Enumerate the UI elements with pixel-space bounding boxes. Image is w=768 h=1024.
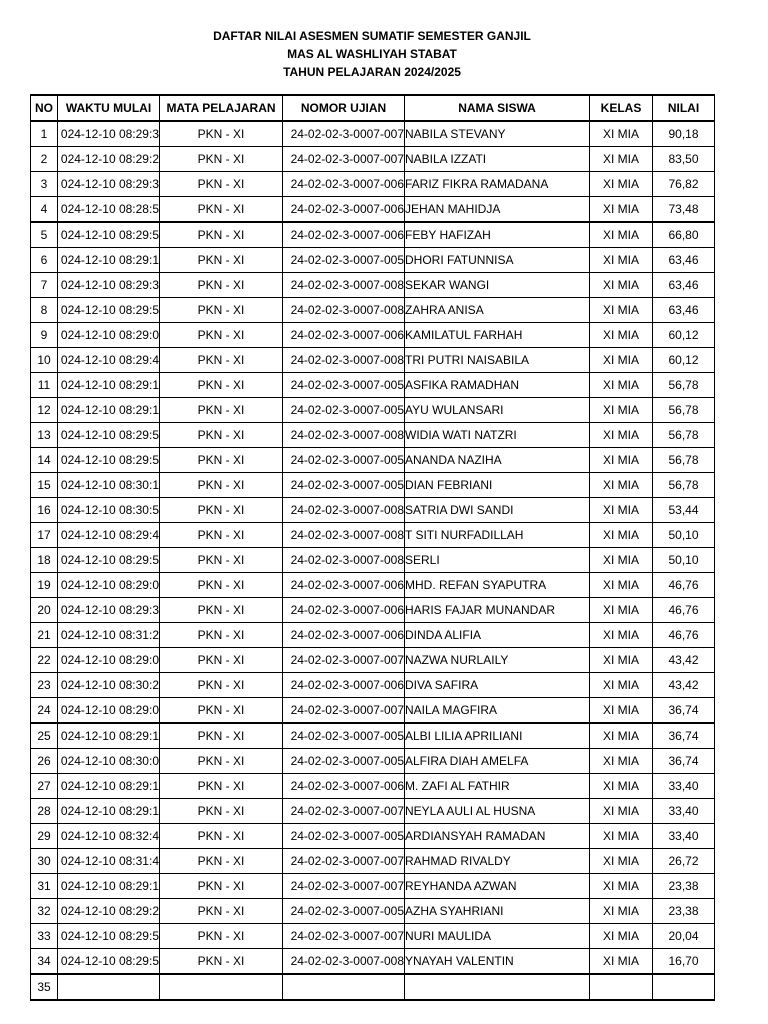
- cell-no: 23: [31, 673, 58, 698]
- cell-waktu-mulai: 024-12-10 08:29:1: [58, 373, 160, 398]
- cell-mata-pelajaran: PKN - XI: [160, 774, 283, 799]
- cell-nama-siswa: M. ZAFI AL FATHIR: [405, 774, 590, 799]
- table-row: [31, 799, 715, 824]
- cell-no: 4: [31, 197, 58, 223]
- cell-kelas: XI MIA: [590, 423, 653, 448]
- cell-nomor-ujian: 24-02-02-3-0007-008: [283, 273, 405, 298]
- table-row: [31, 298, 715, 323]
- cell-mata-pelajaran: PKN - XI: [160, 348, 283, 373]
- cell-nilai: 36,74: [653, 723, 715, 749]
- table-row: [31, 498, 715, 523]
- cell-nama-siswa: ALFIRA DIAH AMELFA: [405, 749, 590, 774]
- cell-nama-siswa: [405, 974, 590, 1000]
- cell-nilai: 56,78: [653, 448, 715, 473]
- cell-nilai: 56,78: [653, 473, 715, 498]
- cell-kelas: XI MIA: [590, 573, 653, 598]
- table-row: [31, 548, 715, 573]
- cell-mata-pelajaran: PKN - XI: [160, 423, 283, 448]
- cell-nilai: 33,40: [653, 799, 715, 824]
- cell-kelas: XI MIA: [590, 698, 653, 724]
- cell-no: 20: [31, 598, 58, 623]
- cell-waktu-mulai: 024-12-10 08:29:0: [58, 698, 160, 724]
- cell-mata-pelajaran: PKN - XI: [160, 573, 283, 598]
- cell-mata-pelajaran: PKN - XI: [160, 723, 283, 749]
- cell-waktu-mulai: 024-12-10 08:29:1: [58, 248, 160, 273]
- cell-kelas: XI MIA: [590, 298, 653, 323]
- cell-kelas: XI MIA: [590, 348, 653, 373]
- cell-nilai: 46,76: [653, 598, 715, 623]
- cell-mata-pelajaran: PKN - XI: [160, 298, 283, 323]
- cell-no: 31: [31, 874, 58, 899]
- table-row: [31, 949, 715, 975]
- cell-mata-pelajaran: [160, 974, 283, 1000]
- cell-mata-pelajaran: PKN - XI: [160, 749, 283, 774]
- cell-waktu-mulai: 024-12-10 08:29:4: [58, 523, 160, 548]
- cell-nama-siswa: JEHAN MAHIDJA: [405, 197, 590, 223]
- cell-nomor-ujian: 24-02-02-3-0007-006: [283, 573, 405, 598]
- cell-no: 16: [31, 498, 58, 523]
- cell-waktu-mulai: 024-12-10 08:29:2: [58, 147, 160, 172]
- cell-waktu-mulai: 024-12-10 08:29:5: [58, 924, 160, 949]
- cell-nomor-ujian: 24-02-02-3-0007-005: [283, 448, 405, 473]
- cell-no: 32: [31, 899, 58, 924]
- title-line-2: MAS AL WASHLIYAH STABAT: [287, 47, 457, 61]
- cell-nomor-ujian: 24-02-02-3-0007-005: [283, 373, 405, 398]
- column-header-nomor-ujian: NOMOR UJIAN: [283, 95, 405, 121]
- cell-nama-siswa: NABILA STEVANY: [405, 121, 590, 147]
- cell-nomor-ujian: 24-02-02-3-0007-007: [283, 147, 405, 172]
- cell-waktu-mulai: 024-12-10 08:29:1: [58, 874, 160, 899]
- cell-kelas: XI MIA: [590, 824, 653, 849]
- table-row: [31, 698, 715, 724]
- table-body: [31, 121, 715, 1000]
- cell-kelas: XI MIA: [590, 197, 653, 223]
- cell-waktu-mulai: 024-12-10 08:29:3: [58, 273, 160, 298]
- cell-kelas: XI MIA: [590, 448, 653, 473]
- cell-waktu-mulai: 024-12-10 08:30:1: [58, 473, 160, 498]
- cell-no: 3: [31, 172, 58, 197]
- cell-nomor-ujian: 24-02-02-3-0007-005: [283, 824, 405, 849]
- cell-nama-siswa: TRI PUTRI NAISABILA: [405, 348, 590, 373]
- cell-waktu-mulai: 024-12-10 08:29:1: [58, 398, 160, 423]
- cell-nomor-ujian: 24-02-02-3-0007-005: [283, 248, 405, 273]
- table-row: [31, 723, 715, 749]
- cell-kelas: XI MIA: [590, 523, 653, 548]
- score-table: [30, 94, 715, 1001]
- table-row: [31, 573, 715, 598]
- table-row: [31, 924, 715, 949]
- cell-mata-pelajaran: PKN - XI: [160, 197, 283, 223]
- cell-nilai: 50,10: [653, 523, 715, 548]
- cell-nama-siswa: AYU WULANSARI: [405, 398, 590, 423]
- cell-nilai: 16,70: [653, 949, 715, 975]
- table-row: [31, 899, 715, 924]
- cell-nomor-ujian: 24-02-02-3-0007-006: [283, 323, 405, 348]
- cell-mata-pelajaran: PKN - XI: [160, 373, 283, 398]
- cell-waktu-mulai: 024-12-10 08:29:5: [58, 222, 160, 248]
- table-row: [31, 974, 715, 1000]
- cell-mata-pelajaran: PKN - XI: [160, 548, 283, 573]
- cell-nilai: 23,38: [653, 899, 715, 924]
- cell-no: 17: [31, 523, 58, 548]
- cell-nilai: 43,42: [653, 673, 715, 698]
- cell-no: 19: [31, 573, 58, 598]
- cell-nomor-ujian: 24-02-02-3-0007-008: [283, 298, 405, 323]
- cell-mata-pelajaran: PKN - XI: [160, 273, 283, 298]
- cell-nama-siswa: SATRIA DWI SANDI: [405, 498, 590, 523]
- cell-kelas: [590, 974, 653, 1000]
- cell-nama-siswa: YNAYAH VALENTIN: [405, 949, 590, 975]
- cell-nomor-ujian: 24-02-02-3-0007-006: [283, 673, 405, 698]
- cell-nama-siswa: ALBI LILIA APRILIANI: [405, 723, 590, 749]
- cell-nama-siswa: DHORI FATUNNISA: [405, 248, 590, 273]
- cell-nomor-ujian: 24-02-02-3-0007-006: [283, 197, 405, 223]
- cell-no: 28: [31, 799, 58, 824]
- cell-mata-pelajaran: PKN - XI: [160, 698, 283, 724]
- cell-nilai: 76,82: [653, 172, 715, 197]
- cell-nama-siswa: ANANDA NAZIHA: [405, 448, 590, 473]
- cell-no: 25: [31, 723, 58, 749]
- cell-waktu-mulai: 024-12-10 08:31:4: [58, 849, 160, 874]
- cell-waktu-mulai: 024-12-10 08:29:5: [58, 423, 160, 448]
- cell-mata-pelajaran: PKN - XI: [160, 498, 283, 523]
- cell-mata-pelajaran: PKN - XI: [160, 949, 283, 975]
- cell-nomor-ujian: 24-02-02-3-0007-005: [283, 749, 405, 774]
- cell-waktu-mulai: 024-12-10 08:30:5: [58, 498, 160, 523]
- table-row: [31, 473, 715, 498]
- table-row: [31, 874, 715, 899]
- cell-no: 10: [31, 348, 58, 373]
- cell-nama-siswa: RAHMAD RIVALDY: [405, 849, 590, 874]
- document-title-block: [0, 27, 744, 81]
- cell-waktu-mulai: 024-12-10 08:29:1: [58, 774, 160, 799]
- cell-mata-pelajaran: PKN - XI: [160, 849, 283, 874]
- cell-mata-pelajaran: PKN - XI: [160, 874, 283, 899]
- cell-nama-siswa: NAZWA NURLAILY: [405, 648, 590, 673]
- cell-nama-siswa: AZHA SYAHRIANI: [405, 899, 590, 924]
- cell-kelas: XI MIA: [590, 924, 653, 949]
- cell-nilai: 56,78: [653, 373, 715, 398]
- column-header-nama-siswa: NAMA SISWA: [405, 95, 590, 121]
- table-row: [31, 147, 715, 172]
- cell-nama-siswa: FEBY HAFIZAH: [405, 222, 590, 248]
- cell-mata-pelajaran: PKN - XI: [160, 899, 283, 924]
- cell-nama-siswa: MHD. REFAN SYAPUTRA: [405, 573, 590, 598]
- cell-nilai: 60,12: [653, 323, 715, 348]
- cell-nama-siswa: NEYLA AULI AL HUSNA: [405, 799, 590, 824]
- table-row: [31, 348, 715, 373]
- cell-nomor-ujian: 24-02-02-3-0007-007: [283, 648, 405, 673]
- cell-nomor-ujian: 24-02-02-3-0007-008: [283, 523, 405, 548]
- table-row: [31, 448, 715, 473]
- table-row: [31, 197, 715, 223]
- cell-nama-siswa: ARDIANSYAH RAMADAN: [405, 824, 590, 849]
- cell-kelas: XI MIA: [590, 648, 653, 673]
- cell-no: 8: [31, 298, 58, 323]
- cell-nama-siswa: KAMILATUL FARHAH: [405, 323, 590, 348]
- cell-nama-siswa: NABILA IZZATI: [405, 147, 590, 172]
- cell-waktu-mulai: 024-12-10 08:29:0: [58, 573, 160, 598]
- cell-nomor-ujian: 24-02-02-3-0007-006: [283, 623, 405, 648]
- cell-mata-pelajaran: PKN - XI: [160, 172, 283, 197]
- cell-nilai: 33,40: [653, 824, 715, 849]
- cell-waktu-mulai: 024-12-10 08:30:2: [58, 673, 160, 698]
- cell-no: 14: [31, 448, 58, 473]
- cell-nilai: 23,38: [653, 874, 715, 899]
- cell-nomor-ujian: 24-02-02-3-0007-005: [283, 723, 405, 749]
- cell-nomor-ujian: 24-02-02-3-0007-008: [283, 548, 405, 573]
- table-row: [31, 523, 715, 548]
- cell-nilai: 60,12: [653, 348, 715, 373]
- table-row: [31, 121, 715, 147]
- cell-kelas: XI MIA: [590, 473, 653, 498]
- cell-nama-siswa: ASFIKA RAMADHAN: [405, 373, 590, 398]
- cell-no: 27: [31, 774, 58, 799]
- cell-waktu-mulai: 024-12-10 08:32:4: [58, 824, 160, 849]
- table-row: [31, 774, 715, 799]
- cell-mata-pelajaran: PKN - XI: [160, 824, 283, 849]
- cell-mata-pelajaran: PKN - XI: [160, 799, 283, 824]
- cell-nomor-ujian: 24-02-02-3-0007-007: [283, 698, 405, 724]
- cell-waktu-mulai: 024-12-10 08:31:2: [58, 623, 160, 648]
- cell-nama-siswa: T SITI NURFADILLAH: [405, 523, 590, 548]
- cell-waktu-mulai: [58, 974, 160, 1000]
- cell-mata-pelajaran: PKN - XI: [160, 248, 283, 273]
- column-header-waktu-mulai: WAKTU MULAI: [58, 95, 160, 121]
- cell-kelas: XI MIA: [590, 874, 653, 899]
- cell-no: 35: [31, 974, 58, 1000]
- cell-nama-siswa: SERLI: [405, 548, 590, 573]
- cell-kelas: XI MIA: [590, 548, 653, 573]
- cell-nilai: 90,18: [653, 121, 715, 147]
- cell-kelas: XI MIA: [590, 749, 653, 774]
- cell-no: 33: [31, 924, 58, 949]
- cell-nilai: 46,76: [653, 573, 715, 598]
- table-row: [31, 824, 715, 849]
- cell-kelas: XI MIA: [590, 498, 653, 523]
- cell-nomor-ujian: 24-02-02-3-0007-006: [283, 774, 405, 799]
- table-row: [31, 398, 715, 423]
- cell-nomor-ujian: 24-02-02-3-0007-005: [283, 899, 405, 924]
- cell-nomor-ujian: 24-02-02-3-0007-008: [283, 949, 405, 975]
- cell-mata-pelajaran: PKN - XI: [160, 623, 283, 648]
- cell-nama-siswa: DIAN FEBRIANI: [405, 473, 590, 498]
- cell-mata-pelajaran: PKN - XI: [160, 648, 283, 673]
- cell-waktu-mulai: 024-12-10 08:29:3: [58, 121, 160, 147]
- cell-kelas: XI MIA: [590, 799, 653, 824]
- cell-nilai: 63,46: [653, 248, 715, 273]
- cell-nama-siswa: DIVA SAFIRA: [405, 673, 590, 698]
- cell-nama-siswa: WIDIA WATI NATZRI: [405, 423, 590, 448]
- cell-kelas: XI MIA: [590, 273, 653, 298]
- cell-nama-siswa: DINDA ALIFIA: [405, 623, 590, 648]
- cell-nilai: 43,42: [653, 648, 715, 673]
- table-row: [31, 749, 715, 774]
- cell-waktu-mulai: 024-12-10 08:29:3: [58, 598, 160, 623]
- cell-no: 11: [31, 373, 58, 398]
- column-header-no: NO: [31, 95, 58, 121]
- cell-mata-pelajaran: PKN - XI: [160, 673, 283, 698]
- cell-kelas: XI MIA: [590, 323, 653, 348]
- cell-nilai: 33,40: [653, 774, 715, 799]
- cell-waktu-mulai: 024-12-10 08:29:2: [58, 899, 160, 924]
- cell-kelas: XI MIA: [590, 774, 653, 799]
- cell-nomor-ujian: 24-02-02-3-0007-007: [283, 874, 405, 899]
- table-row: [31, 673, 715, 698]
- cell-nomor-ujian: 24-02-02-3-0007-007: [283, 121, 405, 147]
- cell-waktu-mulai: 024-12-10 08:29:1: [58, 723, 160, 749]
- cell-kelas: XI MIA: [590, 172, 653, 197]
- cell-waktu-mulai: 024-12-10 08:29:0: [58, 323, 160, 348]
- table-row: [31, 323, 715, 348]
- table-row: [31, 273, 715, 298]
- cell-mata-pelajaran: PKN - XI: [160, 121, 283, 147]
- cell-no: 15: [31, 473, 58, 498]
- cell-kelas: XI MIA: [590, 899, 653, 924]
- cell-mata-pelajaran: PKN - XI: [160, 147, 283, 172]
- cell-no: 5: [31, 222, 58, 248]
- cell-nomor-ujian: 24-02-02-3-0007-005: [283, 398, 405, 423]
- column-header-nilai: NILAI: [653, 95, 715, 121]
- cell-nama-siswa: REYHANDA AZWAN: [405, 874, 590, 899]
- cell-nilai: 73,48: [653, 197, 715, 223]
- cell-no: 12: [31, 398, 58, 423]
- cell-nama-siswa: FARIZ FIKRA RAMADANA: [405, 172, 590, 197]
- cell-kelas: XI MIA: [590, 673, 653, 698]
- cell-nomor-ujian: 24-02-02-3-0007-007: [283, 849, 405, 874]
- cell-nama-siswa: NURI MAULIDA: [405, 924, 590, 949]
- table-row: [31, 423, 715, 448]
- table-row: [31, 623, 715, 648]
- cell-nama-siswa: HARIS FAJAR MUNANDAR: [405, 598, 590, 623]
- cell-no: 34: [31, 949, 58, 975]
- cell-waktu-mulai: 024-12-10 08:29:4: [58, 348, 160, 373]
- cell-nilai: 36,74: [653, 749, 715, 774]
- cell-nilai: 50,10: [653, 548, 715, 573]
- cell-nilai: 46,76: [653, 623, 715, 648]
- cell-nilai: 26,72: [653, 849, 715, 874]
- cell-waktu-mulai: 024-12-10 08:29:5: [58, 298, 160, 323]
- cell-nomor-ujian: 24-02-02-3-0007-006: [283, 222, 405, 248]
- cell-waktu-mulai: 024-12-10 08:29:3: [58, 172, 160, 197]
- cell-no: 7: [31, 273, 58, 298]
- cell-no: 22: [31, 648, 58, 673]
- cell-kelas: XI MIA: [590, 598, 653, 623]
- cell-nilai: 83,50: [653, 147, 715, 172]
- cell-kelas: XI MIA: [590, 222, 653, 248]
- cell-no: 13: [31, 423, 58, 448]
- table-row: [31, 648, 715, 673]
- cell-nomor-ujian: 24-02-02-3-0007-007: [283, 924, 405, 949]
- table-row: [31, 373, 715, 398]
- cell-kelas: XI MIA: [590, 147, 653, 172]
- cell-nilai: 63,46: [653, 298, 715, 323]
- title-line-3: TAHUN PELAJARAN 2024/2025: [283, 65, 461, 79]
- cell-kelas: XI MIA: [590, 248, 653, 273]
- cell-mata-pelajaran: PKN - XI: [160, 598, 283, 623]
- cell-nama-siswa: SEKAR WANGI: [405, 273, 590, 298]
- cell-no: 6: [31, 248, 58, 273]
- cell-kelas: XI MIA: [590, 849, 653, 874]
- cell-nomor-ujian: 24-02-02-3-0007-006: [283, 172, 405, 197]
- cell-mata-pelajaran: PKN - XI: [160, 924, 283, 949]
- cell-mata-pelajaran: PKN - XI: [160, 473, 283, 498]
- title-line-1: DAFTAR NILAI ASESMEN SUMATIF SEMESTER GANJIL: [213, 29, 531, 43]
- cell-nomor-ujian: 24-02-02-3-0007-006: [283, 598, 405, 623]
- cell-nilai: 63,46: [653, 273, 715, 298]
- cell-nomor-ujian: 24-02-02-3-0007-008: [283, 423, 405, 448]
- cell-nilai: 66,80: [653, 222, 715, 248]
- cell-kelas: XI MIA: [590, 949, 653, 975]
- cell-no: 29: [31, 824, 58, 849]
- column-header-mata-pelajaran: MATA PELAJARAN: [160, 95, 283, 121]
- table-row: [31, 172, 715, 197]
- cell-kelas: XI MIA: [590, 398, 653, 423]
- cell-nomor-ujian: [283, 974, 405, 1000]
- cell-nomor-ujian: 24-02-02-3-0007-005: [283, 473, 405, 498]
- table-header-row: [31, 95, 715, 121]
- cell-kelas: XI MIA: [590, 723, 653, 749]
- cell-no: 26: [31, 749, 58, 774]
- cell-mata-pelajaran: PKN - XI: [160, 448, 283, 473]
- cell-no: 2: [31, 147, 58, 172]
- cell-no: 9: [31, 323, 58, 348]
- cell-waktu-mulai: 024-12-10 08:29:5: [58, 448, 160, 473]
- cell-waktu-mulai: 024-12-10 08:29:5: [58, 949, 160, 975]
- table-row: [31, 849, 715, 874]
- cell-no: 18: [31, 548, 58, 573]
- table-row: [31, 222, 715, 248]
- cell-kelas: XI MIA: [590, 623, 653, 648]
- cell-nilai: [653, 974, 715, 1000]
- cell-nilai: 20,04: [653, 924, 715, 949]
- cell-nama-siswa: ZAHRA ANISA: [405, 298, 590, 323]
- cell-no: 30: [31, 849, 58, 874]
- cell-waktu-mulai: 024-12-10 08:29:5: [58, 548, 160, 573]
- cell-kelas: XI MIA: [590, 373, 653, 398]
- cell-waktu-mulai: 024-12-10 08:30:0: [58, 749, 160, 774]
- cell-nilai: 53,44: [653, 498, 715, 523]
- cell-no: 21: [31, 623, 58, 648]
- cell-waktu-mulai: 024-12-10 08:29:0: [58, 648, 160, 673]
- table-row: [31, 598, 715, 623]
- cell-nama-siswa: NAILA MAGFIRA: [405, 698, 590, 724]
- cell-nomor-ujian: 24-02-02-3-0007-007: [283, 799, 405, 824]
- cell-nilai: 36,74: [653, 698, 715, 724]
- cell-nomor-ujian: 24-02-02-3-0007-008: [283, 348, 405, 373]
- cell-no: 1: [31, 121, 58, 147]
- cell-nilai: 56,78: [653, 398, 715, 423]
- cell-nilai: 56,78: [653, 423, 715, 448]
- cell-waktu-mulai: 024-12-10 08:28:5: [58, 197, 160, 223]
- cell-waktu-mulai: 024-12-10 08:29:1: [58, 799, 160, 824]
- cell-kelas: XI MIA: [590, 121, 653, 147]
- table-row: [31, 248, 715, 273]
- cell-mata-pelajaran: PKN - XI: [160, 398, 283, 423]
- cell-mata-pelajaran: PKN - XI: [160, 323, 283, 348]
- cell-mata-pelajaran: PKN - XI: [160, 523, 283, 548]
- column-header-kelas: KELAS: [590, 95, 653, 121]
- cell-nomor-ujian: 24-02-02-3-0007-008: [283, 498, 405, 523]
- cell-no: 24: [31, 698, 58, 724]
- cell-mata-pelajaran: PKN - XI: [160, 222, 283, 248]
